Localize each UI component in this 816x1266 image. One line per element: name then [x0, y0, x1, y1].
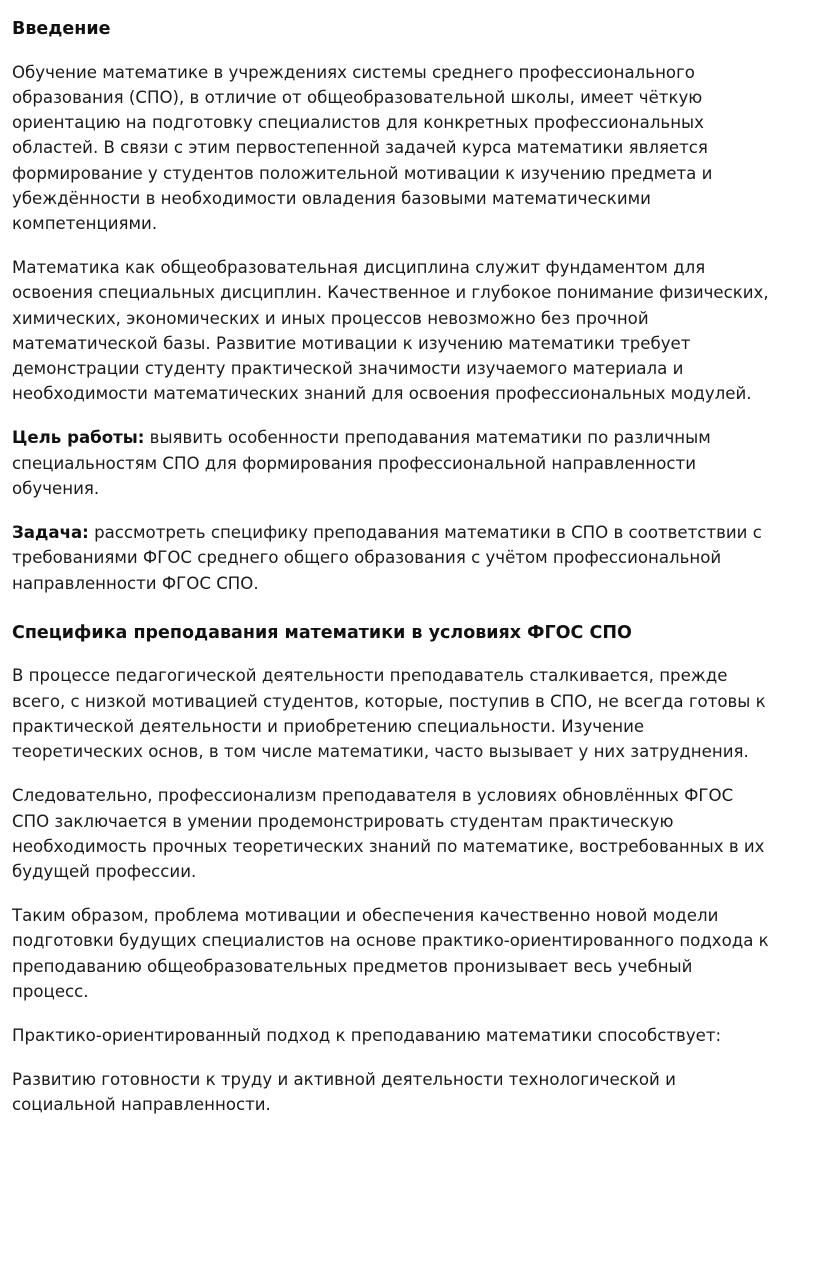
task-text: рассмотреть специфику преподавания математики в СПО в соответствии с требованиями ФГОС среднего общего образования с учётом профессиональной направленности ФГОС СПО.	[12, 523, 762, 593]
paragraph-approach-item-1: Развитию готовности к труду и активной деятельности технологической и социальной направленности.	[12, 1070, 676, 1115]
section-heading-introduction: Введение	[12, 19, 111, 39]
paragraph-specifics-1: В процессе педагогической деятельности преподаватель сталкивается, прежде всего, с низкой мотивацией студентов, которые, поступив в СПО, не всегда готовы к практической деятельности и приобретению специальности. Изучение теоретических основ, в том числе математики, часто вызывает у них затруднения.	[12, 666, 766, 762]
section-heading-specifics: Специфика преподавания математики в условиях ФГОС СПО	[12, 622, 632, 643]
task-label: Задача:	[12, 523, 89, 543]
paragraph-specifics-2: Следовательно, профессионализм преподавателя в условиях обновлённых ФГОС СПО заключается в умении продемонстрировать студентам практическую необходимость прочных теоретических знаний по математике, востребованных в их будущей профессии.	[12, 786, 765, 881]
goal-label: Цель работы:	[12, 428, 145, 448]
paragraph-specifics-3: Таким образом, проблема мотивации и обеспечения качественно новой модели подготовки будущих специалистов на основе практико-ориентированного подхода к преподаванию общеобразовательных предметов пронизывает весь учебный процесс.	[12, 906, 769, 1001]
document-body	[12, 18, 770, 1118]
paragraph-approach-intro: Практико-ориентированный подход к преподаванию математики способствует:	[12, 1026, 722, 1046]
goal-text: выявить особенности преподавания математики по различным специальностям СПО для формирования профессиональной направленности обучения.	[12, 428, 711, 498]
paragraph-goal	[12, 425, 770, 501]
paragraph-intro-2: Математика как общеобразовательная дисциплина служит фундаментом для освоения специальных дисциплин. Качественное и глубокое понимание физических, химических, экономических и иных процессов невозможно без прочной математической базы. Развитие мотивации к изучению математики требует демонстрации студенту практической значимости изучаемого материала и необходимости математических знаний для освоения профессиональных модулей.	[12, 258, 769, 404]
paragraph-task	[12, 520, 770, 596]
paragraph-intro-1: Обучение математике в учреждениях системы среднего профессионального образования (СПО), в отличие от общеобразовательной школы, имеет чёткую ориентацию на подготовку специалистов для конкретных профессиональных областей. В связи с этим первостепенной задачей курса математики является формирование у студентов положительной мотивации к изучению предмета и убеждённости в необходимости овладения базовыми математическими компетенциями.	[12, 62, 713, 233]
